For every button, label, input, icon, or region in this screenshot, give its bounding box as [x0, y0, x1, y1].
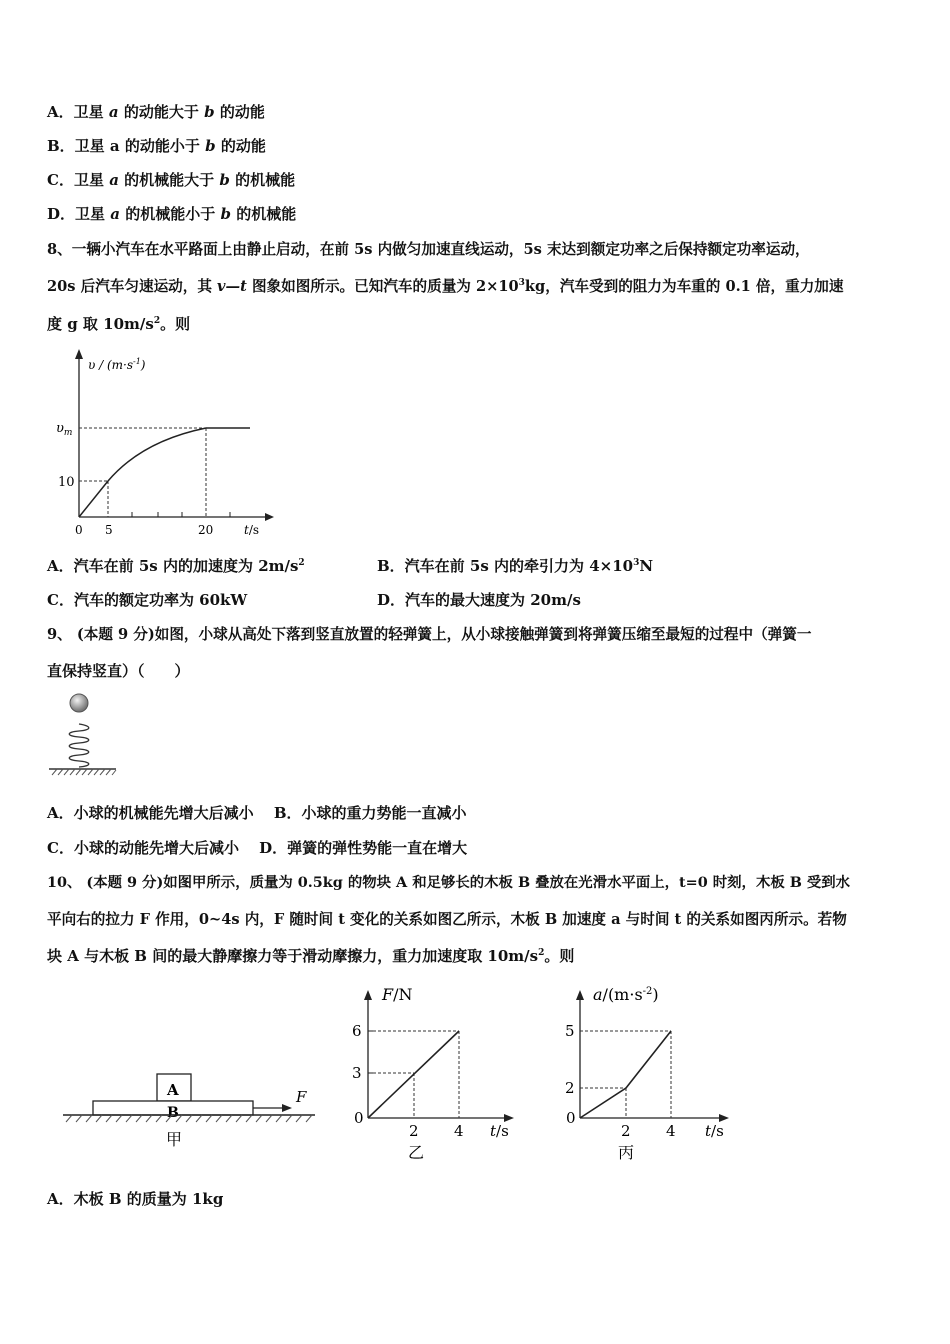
figure-bing [555, 980, 745, 1160]
x-axis-label: t/s [244, 523, 260, 537]
y-tick-5: 5 [565, 1022, 575, 1040]
q8-option-c[interactable]: C．汽车的额定功率为 60kW [47, 591, 248, 609]
var-vt: v—t [217, 278, 247, 295]
option-text: 的动能 [220, 137, 266, 155]
option-text: N [639, 557, 654, 575]
y-axis-arrow [576, 990, 584, 1000]
y-axis-arrow [75, 349, 83, 359]
q9-stem-line1: 9、 (本题 9 分)如图，小球从高处下落到竖直放置的轻弹簧上，从小球接触弹簧到将弹簧压缩至最短的过程中（弹簧一 [47, 626, 812, 643]
superscript: 2 [153, 316, 161, 326]
accel-segment [79, 481, 108, 517]
q9-stem-line2: 直保持竖直）（ ） [47, 662, 190, 680]
q7-option-c[interactable] [47, 170, 295, 190]
y-axis-label: $\upsilon / (m\cdot s^{-1})$ [88, 357, 146, 372]
spring [69, 724, 89, 767]
var-a: a [109, 171, 119, 189]
option-text: 的动能 [219, 103, 265, 121]
force-label: F [296, 1088, 307, 1106]
q7-option-b[interactable] [47, 136, 266, 156]
var-b: b [220, 205, 231, 223]
q7-option-d[interactable] [47, 204, 296, 224]
superscript: 3 [518, 278, 525, 289]
q8-option-b[interactable] [377, 556, 653, 576]
q10-option-a[interactable]: A．木板 B 的质量为 1kg [47, 1190, 224, 1208]
x-axis-label: t/s [705, 1122, 724, 1140]
q8-stem-line3 [47, 314, 190, 334]
x-tick-2: 2 [621, 1122, 631, 1140]
x-tick-2: 2 [409, 1122, 419, 1140]
force-arrowhead [282, 1104, 292, 1112]
option-text: 的机械能 [236, 205, 297, 223]
option-text: B．汽车在前 5s 内的牵引力为 4×10 [377, 557, 634, 575]
x-tick-20: 20 [198, 523, 214, 537]
q8-option-d[interactable]: D．汽车的最大速度为 20m/s [377, 591, 581, 609]
x-axis-arrow [504, 1114, 514, 1122]
y-axis-label: $a/(m\cdot s^{-2})$ [593, 985, 659, 1004]
q10-stem-line3 [47, 946, 574, 966]
y-tick-10: 10 [58, 475, 75, 490]
ball-spring-figure [44, 690, 124, 780]
x-tick-5: 5 [105, 523, 113, 537]
var-b: b [204, 103, 215, 121]
x-tick-4: 4 [454, 1122, 464, 1140]
y-tick-3: 3 [352, 1064, 362, 1082]
y-tick-2: 2 [565, 1079, 575, 1097]
text: 图象如图所示。已知汽车的质量为 2×10 [251, 278, 519, 295]
option-label: B．卫星 a 的动能小于 [47, 137, 200, 155]
q10-stem-line1: 10、 (本题 9 分)如图甲所示，质量为 0.5kg 的物块 A 和足够长的木板 B 叠放在光滑水平面上，t=0 时刻，木板 B 受到水 [47, 874, 851, 891]
q8-option-a[interactable] [47, 556, 305, 576]
figure-yi [340, 980, 520, 1160]
block-a-label: A [167, 1081, 179, 1099]
vm-label: $\upsilon_m$ [56, 421, 73, 438]
text: 20s 后汽车匀速运动，其 [47, 278, 212, 295]
y-axis-label: F/N [382, 985, 413, 1004]
board-b-label: B [167, 1105, 179, 1121]
text: 。则 [160, 315, 191, 333]
x-axis-arrow [265, 513, 274, 521]
origin-label: 0 [354, 1109, 364, 1127]
ground-hatch [52, 769, 116, 775]
q8-stem-line1: 8、一辆小汽车在水平路面上由静止启动，在前 5s 内做匀加速直线运动，5s 末达到额定功率之后保持额定功率运动， [47, 241, 810, 258]
power-curve [108, 428, 206, 481]
caption-bing: 丙 [618, 1143, 635, 1162]
y-axis-arrow [364, 990, 372, 1000]
option-text: 的动能大于 [123, 103, 199, 121]
text: kg，汽车受到的阻力为车重的 0.1 倍，重力加速 [524, 278, 844, 295]
q9-options-row2[interactable]: C．小球的动能先增大后减小 D．弹簧的弹性势能一直在增大 [47, 839, 468, 857]
superscript: 2 [298, 558, 305, 568]
q8-stem-line2 [47, 277, 843, 297]
option-label: A．卫星 [47, 103, 104, 121]
option-label: D．卫星 [47, 205, 106, 223]
text: 块 A 与木板 B 间的最大静摩擦力等于滑动摩擦力，重力加速度取 10m/s [47, 947, 539, 965]
origin-label: 0 [566, 1109, 576, 1127]
ball [70, 694, 88, 712]
superscript: 3 [633, 558, 640, 568]
option-text: 的机械能大于 [124, 171, 215, 189]
var-a: a [108, 103, 119, 121]
ground-hatch [66, 1115, 312, 1122]
option-text: A．汽车在前 5s 内的加速度为 2m/s [47, 557, 299, 575]
x-tick-4: 4 [666, 1122, 676, 1140]
option-text: 的机械能小于 [125, 205, 216, 223]
q7-option-a[interactable] [47, 102, 265, 122]
caption-yi: 乙 [408, 1143, 425, 1162]
var-a: a [110, 205, 120, 223]
q9-options-row1[interactable]: A．小球的机械能先增大后减小 B．小球的重力势能一直减小 [47, 804, 467, 822]
q10-stem-line2: 平向右的拉力 F 作用，0~4s 内，F 随时间 t 变化的关系如图乙所示，木板 B 加速度 a 与时间 t 的关系如图丙所示。若物 [47, 911, 847, 928]
caption-jia: 甲 [166, 1130, 183, 1149]
text: 。则 [544, 947, 575, 965]
superscript: 2 [538, 948, 545, 958]
vt-graph [50, 345, 270, 535]
var-b: b [205, 137, 216, 155]
y-tick-6: 6 [352, 1022, 362, 1040]
var-b: b [219, 171, 230, 189]
text: 度 g 取 10m/s [47, 315, 154, 333]
option-text: 的机械能 [235, 171, 296, 189]
x-axis-label: t/s [490, 1122, 509, 1140]
option-label: C．卫星 [47, 171, 104, 189]
x-axis-arrow [719, 1114, 729, 1122]
figure-jia [60, 1070, 330, 1160]
x-tick-0: 0 [75, 523, 83, 537]
